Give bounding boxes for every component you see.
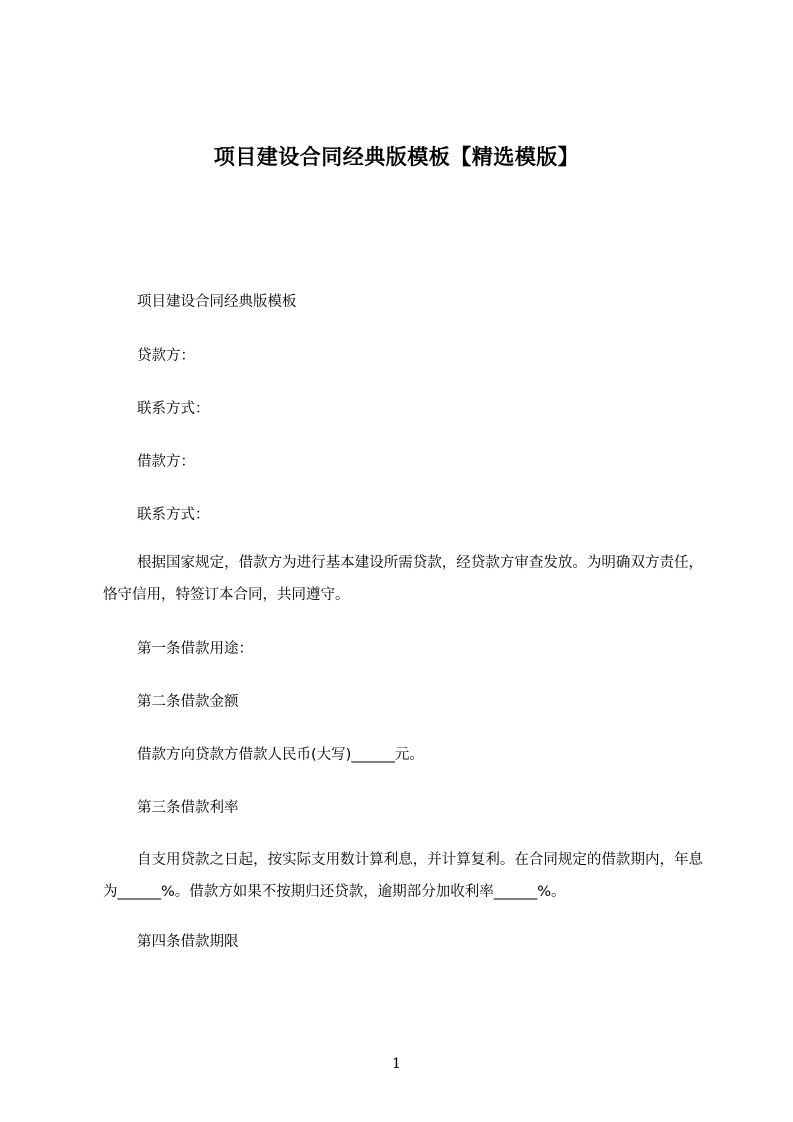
section-heading-1: 第一条借款用途： (137, 641, 253, 657)
section-heading-3: 第三条借款利率 (137, 800, 239, 816)
subtitle-line: 项目建设合同经典版模板 (137, 294, 297, 310)
section-heading-2: 第二条借款金额 (137, 694, 239, 710)
lender-contact-label: 联系方式： (137, 401, 210, 417)
lender-label: 贷款方： (137, 348, 195, 364)
document-title: 项目建设合同经典版模板【精选模版】 (213, 145, 580, 169)
intro-paragraph-text: 根据国家规定，借款方为进行基本建设所需贷款，经贷款方审查发放。为明确双方责任，恪守信用，特签订本合同，共同遵守。 (103, 555, 703, 603)
section-heading-4: 第四条借款期限 (137, 934, 239, 950)
page-number: 1 (392, 1056, 401, 1072)
borrower-contact-label: 联系方式： (137, 507, 210, 523)
borrower-label: 借款方： (137, 454, 195, 470)
interest-paragraph-text: 自支用贷款之日起，按实际支用数计算利息，并计算复利。在合同规定的借款期内，年息为______%。借款方如果不按期归还贷款，逾期部分加收利率______%。 (103, 852, 703, 900)
loan-amount-line: 借款方向贷款方借款人民币(大写)______元。 (137, 747, 424, 763)
interest-paragraph (103, 844, 703, 908)
intro-paragraph (103, 547, 703, 611)
